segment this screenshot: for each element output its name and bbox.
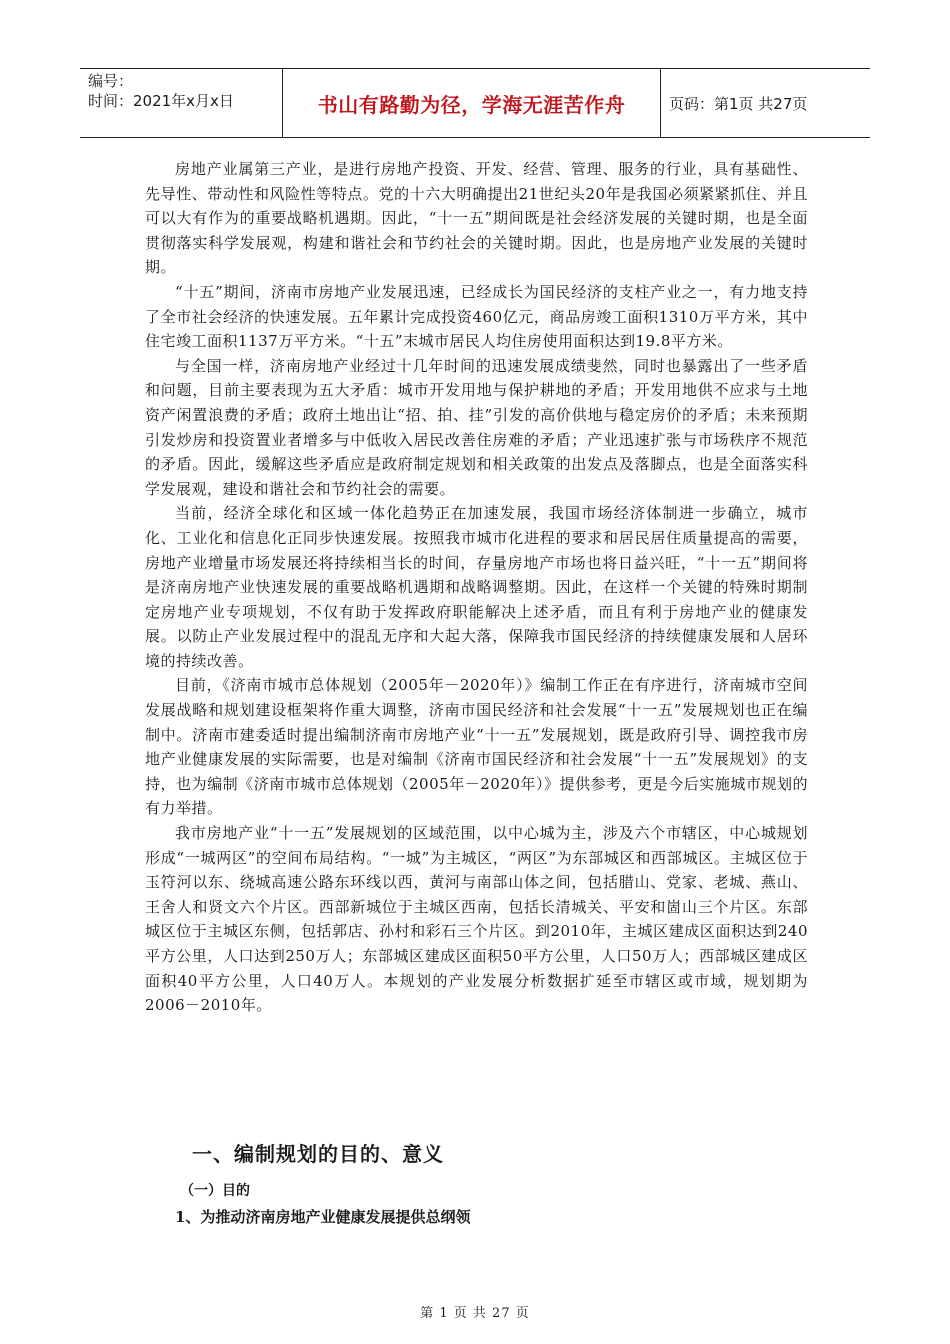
body-paragraph: “十五”期间，济南市房地产业发展迅速，已经成长为国民经济的支柱产业之一，有力地支持了全市社会经济的快速发展。五年累计完成投资460亿元，商品房竣工面积1310万平方米，其中住宅竣工面积1137万平方米。“十五”末城市居民人均住房使用面积达到19.8平方米。 [145,282,808,351]
body-paragraph: 房地产业属第三产业，是进行房地产投资、开发、经营、管理、服务的行业，具有基础性、先导性、带动性和风险性等特点。党的十六大明确提出21世纪头20年是我国必须紧紧抓住、并且可以大有作为的重要战略机遇期。因此，“十一五”期间既是社会经济发展的关键时期，也是全面贯彻落实科学发展观，构建和谐社会和节约社会的关键时期。因此，也是房地产业发展的关键时期。 [145,160,808,277]
body-paragraph: 我市房地产业“十一五”发展规划的区域范围，以中心城为主，涉及六个市辖区，中心城规划形成“一城两区”的空间布局结构。“一城”为主城区，“两区”为东部城区和西部城区。主城区位于玉符河以东、绕城高速公路东环线以西，黄河与南部山体之间，包括腊山、党家、老城、燕山、王舍人和贤文六个片区。西部新城位于主城区西南，包括长清城关、平安和崮山三个片区。东部城区位于主城区东侧，包括郭店、孙村和彩石三个片区。到2010年，主城区建成区面积达到240平方公里，人口达到250万人；东部城区建成区面积50平方公里，人口50万人；西部城区建成区面积40平方公里，人口40万人。本规划的产业发展分析数据扩延至市辖区或市域，规划期为2006－2010年。 [145,824,808,1015]
section-heading: 一、编制规划的目的、意义 [192,1142,444,1166]
subsection-heading: （一）目的 [180,1183,250,1199]
item-heading: 1、为推动济南房地产业健康发展提供总纲领 [175,1208,471,1226]
document-number-label: 编号： [88,72,134,90]
header-meta-cell [80,69,283,137]
header-table [80,68,870,138]
body-paragraph: 目前，《济南市城市总体规划（2005年－2020年）》编制工作正在有序进行，济南城市空间发展战略和规划建设框架将作重大调整，济南市国民经济和社会发展“十一五”发展规划也正在编制中。济南市建委适时提出编制济南市房地产业“十一五”发展规划，既是政府引导、调控我市房地产业健康发展的实际需要，也是对编制《济南市国民经济和社会发展“十一五”发展规划》的支持，也为编制《济南市城市总体规划（2005年－2020年）》提供参考，更是今后实施城市规划的有力举措。 [145,676,808,818]
header-page-info: 页码：第1页 共27页 [669,94,808,113]
page-footer: 第 1 页 共 27 页 [420,1306,530,1321]
header-motto: 书山有路勤为径，学海无涯苦作舟 [283,69,661,137]
document-body [145,157,808,1018]
body-paragraph: 当前，经济全球化和区域一体化趋势正在加速发展，我国市场经济体制进一步确立，城市化、工业化和信息化正同步快速发展。按照我市城市化进程的要求和居民居住质量提高的需要，房地产业增量市场发展还将持续相当长的时间，存量房地产市场也将日益兴旺，“十一五”期间将是济南房地产业快速发展的重要战略机遇期和战略调整期。因此，在这样一个关键的特殊时期制定房地产业专项规划，不仅有助于发挥政府职能解决上述矛盾，而且有利于房地产业的健康发展。以防止产业发展过程中的混乱无序和大起大落，保障我市国民经济的持续健康发展和人居环境的持续改善。 [145,504,808,670]
document-time-label: 时间：2021年x月x日 [88,92,234,110]
body-paragraph: 与全国一样，济南房地产业经过十几年时间的迅速发展成绩斐然，同时也暴露出了一些矛盾和问题，目前主要表现为五大矛盾：城市开发用地与保护耕地的矛盾；开发用地供不应求与土地资产闲置浪费的矛盾；政府土地出让“招、拍、挂”引发的高价供地与稳定房价的矛盾；未来预期引发炒房和投资置业者增多与中低收入居民改善住房难的矛盾；产业迅速扩张与市场秩序不规范的矛盾。因此，缓解这些矛盾应是政府制定规划和相关政策的出发点及落脚点，也是全面落实科学发展观，建设和谐社会和节约社会的需要。 [145,356,808,498]
